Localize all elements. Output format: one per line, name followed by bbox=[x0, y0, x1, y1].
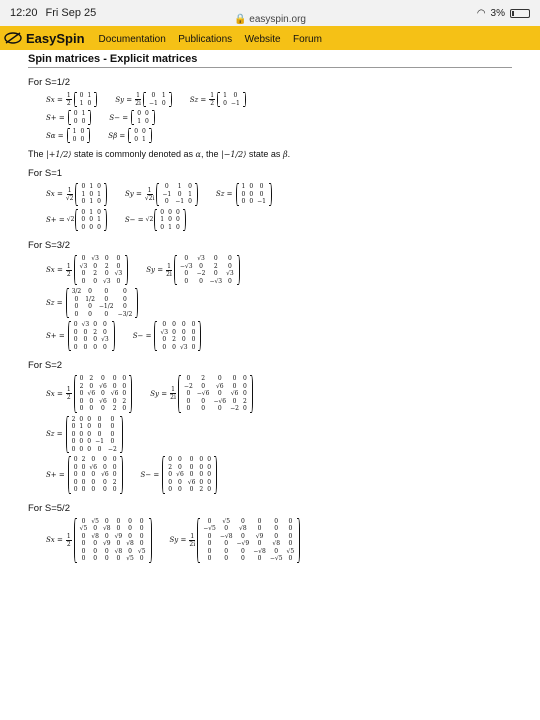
sy-one-eq: Sy = $\frac{1}{√2i}$ 0 1 0 −1 0 1 0 −1 0 bbox=[125, 183, 198, 206]
nav-publications[interactable]: Publications bbox=[178, 34, 233, 45]
brand-name: EasySpin bbox=[26, 30, 85, 46]
sminus-one-eq: S− = √2 0 0 0 1 0 0 0 1 0 bbox=[125, 209, 186, 232]
url-text: easyspin.org bbox=[249, 14, 306, 25]
nav-forum[interactable]: Forum bbox=[293, 34, 322, 45]
sy-2-eq: Sy = $\frac{1}{2i}$ 0 2 0 0 0 −2 0 √6 0 0 0 −√6 0 √6 0 0 0 −√6 0 2 0 0 0 −2 0 bbox=[150, 375, 253, 413]
battery-icon bbox=[510, 9, 530, 18]
section-s-five-half: For S=5/2 bbox=[28, 502, 70, 514]
section-s-three-half: For S=3/2 bbox=[28, 240, 70, 251]
battery-level: 3% bbox=[490, 7, 505, 19]
splus-one-eq: S+ = √2 0 1 0 0 0 1 0 0 0 bbox=[46, 209, 107, 232]
page-title: Spin matrices - Explicit matrices bbox=[28, 53, 512, 68]
sz-half-eq: Sz = $\frac{1}{2}$ 1 0 0 −1 bbox=[190, 92, 246, 107]
sy-52-eq: Sy = $\frac{1}{2i}$ 0 √5 0 0 0 0 −√5 0 √8 0 0 0 0 −√8 0 √9 0 0 0 0 −√9 0 √8 0 0 0 0 −√8 0 √5 0 0 0 0 −√5 0 bbox=[170, 518, 301, 563]
splus-half-eq: S+ = 0 1 0 0 bbox=[46, 110, 91, 125]
sy-half-eq: Sy = $\frac{1}{2i}$ 0 1 −1 0 bbox=[115, 92, 171, 107]
url-bar[interactable]: 🔒 easyspin.org bbox=[234, 14, 306, 25]
date: Fri Sep 25 bbox=[45, 7, 97, 19]
section-s-half: For S=1/2 bbox=[28, 77, 70, 88]
main-content bbox=[0, 53, 540, 563]
sminus-half-eq: S− = 0 0 1 0 bbox=[109, 110, 154, 125]
sy-32-eq: Sy = $\frac{1}{2i}$ 0 √3 0 0 −√3 0 2 0 0 −2 0 √3 0 0 −√3 0 bbox=[146, 255, 240, 285]
sminus-32-eq: S− = 0 0 0 0 √3 0 0 0 0 2 0 0 0 0 √3 0 bbox=[133, 321, 202, 351]
nav-documentation[interactable]: Documentation bbox=[98, 34, 166, 45]
sx-one-eq: Sx = $\frac{1}{√2}$ 0 1 0 1 0 1 0 1 0 bbox=[46, 183, 107, 206]
sx-52-eq: Sx = $\frac{1}{2}$ 0 √5 0 0 0 0 √5 0 √8 0 0 0 0 √8 0 √9 0 0 0 0 √9 0 √8 0 0 0 0 √8 0 √5 0 0 0 0 √5 0 bbox=[46, 518, 152, 563]
sx-half-eq: Sx = $\frac{1}{2}$ 0 1 1 0 bbox=[46, 92, 97, 107]
sz-2-eq: Sz = 2 0 0 0 0 0 1 0 0 0 0 0 0 0 0 0 0 0 −1 0 0 0 0 0 −2 bbox=[46, 416, 123, 454]
salpha-eq: Sα = 1 0 0 0 bbox=[46, 128, 90, 143]
sx-2-eq: Sx = $\frac{1}{2}$ 0 2 0 0 0 2 0 √6 0 0 0 √6 0 √6 0 0 0 √6 0 2 0 0 0 2 0 bbox=[46, 375, 132, 413]
sz-one-eq: Sz = 1 0 0 0 0 0 0 0 −1 bbox=[216, 183, 272, 206]
nav-website[interactable]: Website bbox=[244, 34, 281, 45]
section-s-two: For S=2 bbox=[28, 360, 63, 371]
easyspin-logo-icon bbox=[4, 31, 22, 45]
site-navbar bbox=[0, 26, 540, 50]
sz-32-eq: Sz = 3/2 0 0 0 0 1/2 0 0 0 0 −1/2 0 0 0 0 −3/2 bbox=[46, 288, 138, 318]
sminus-2-eq: S− = 0 0 0 0 0 2 0 0 0 0 0 √6 0 0 0 0 0 √6 0 0 0 0 0 2 0 bbox=[141, 456, 218, 494]
status-bar bbox=[0, 0, 540, 26]
wifi-icon: ◠ bbox=[476, 7, 486, 19]
alpha-beta-note: The |+1/2⟩ state is commonly denoted as α, the |−1/2⟩ state as β. bbox=[28, 149, 291, 159]
sbeta-eq: Sβ = 0 0 0 1 bbox=[108, 128, 152, 143]
splus-2-eq: S+ = 0 2 0 0 0 0 0 √6 0 0 0 0 0 √6 0 0 0 0 0 2 0 0 0 0 0 bbox=[46, 456, 123, 494]
sx-32-eq: Sx = $\frac{1}{2}$ 0 √3 0 0 √3 0 2 0 0 2 0 √3 0 0 √3 0 bbox=[46, 255, 128, 285]
splus-32-eq: S+ = 0 √3 0 0 0 0 2 0 0 0 0 √3 0 0 0 0 bbox=[46, 321, 115, 351]
brand-logo[interactable] bbox=[4, 31, 85, 46]
section-s-one: For S=1 bbox=[28, 168, 63, 179]
clock: 12:20 bbox=[10, 7, 38, 19]
